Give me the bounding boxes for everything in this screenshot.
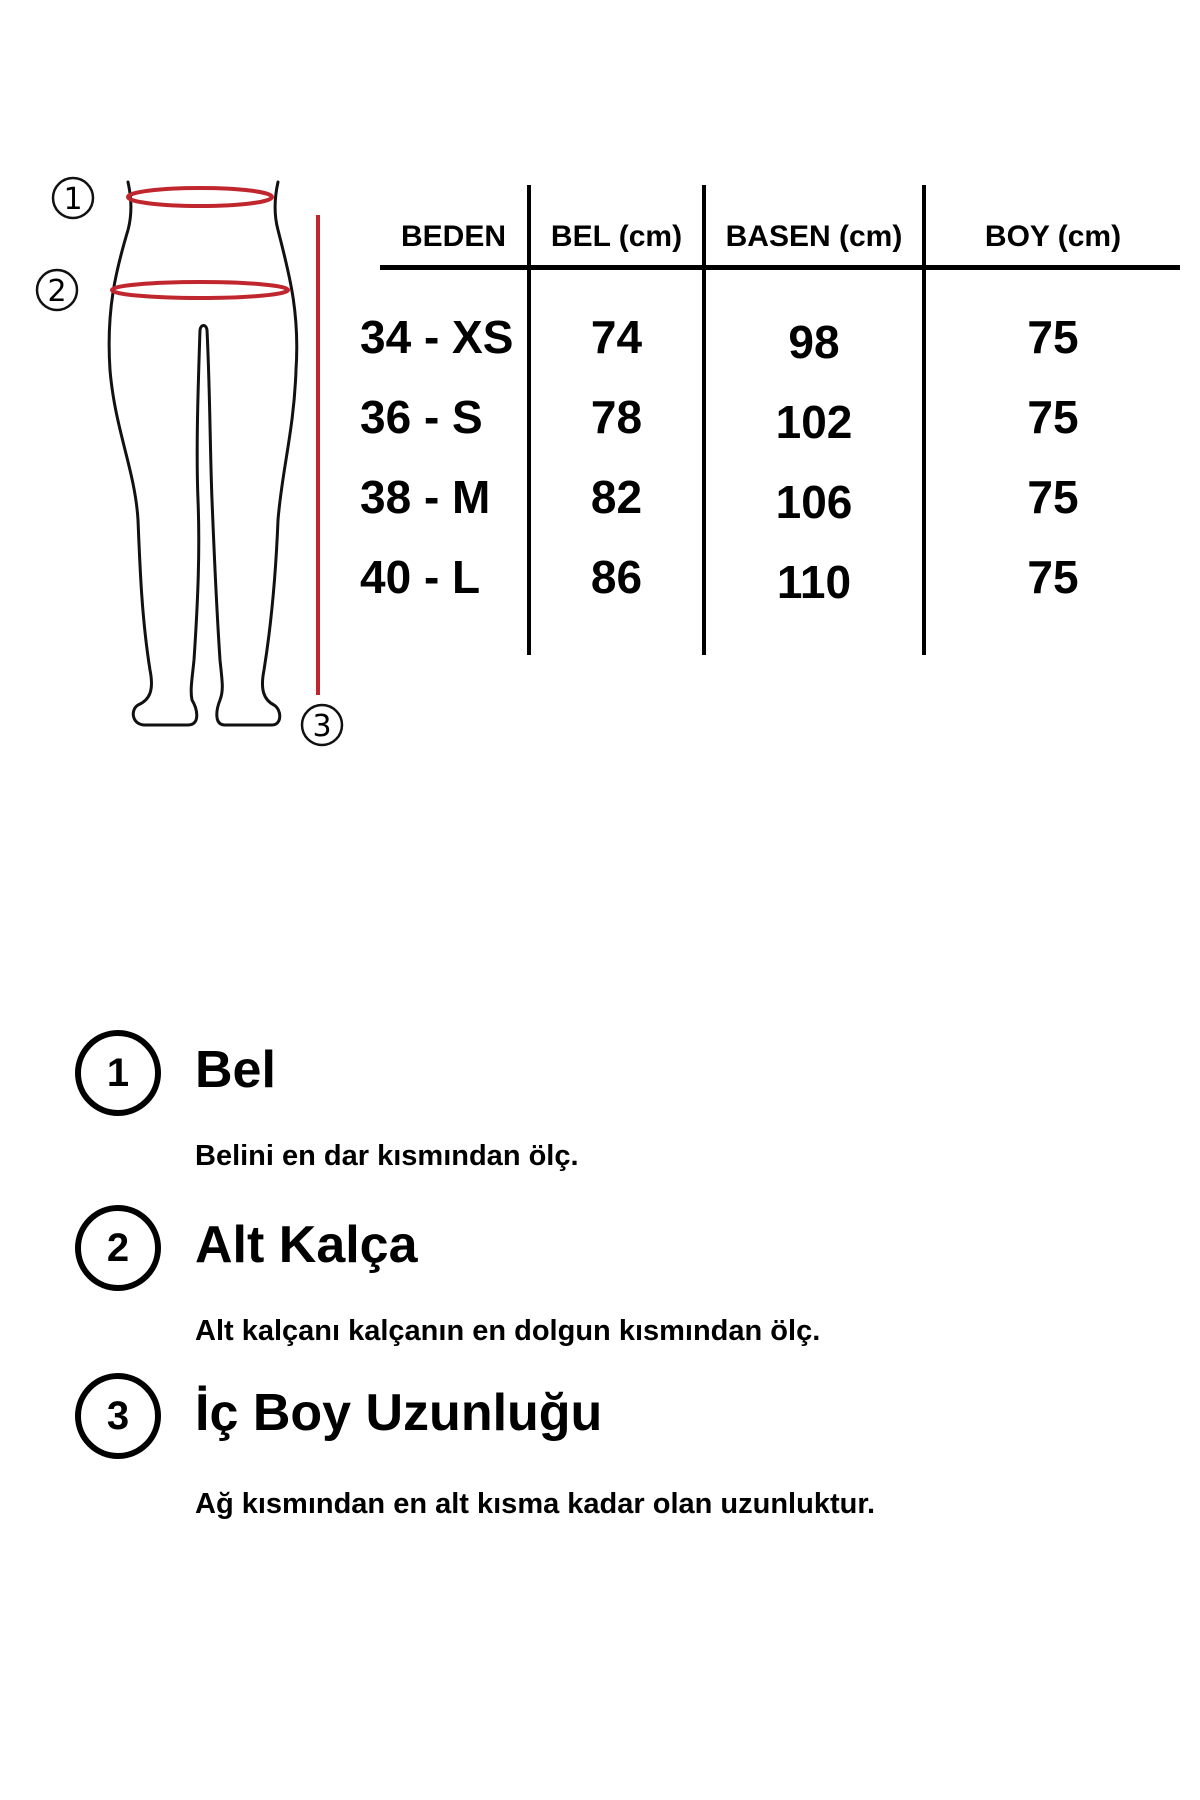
legend-item-bel (75, 1030, 1125, 1200)
legend-item-alt-kalca (75, 1205, 1125, 1375)
table-cell-basen: 98 (788, 316, 840, 368)
leggings-figure (20, 170, 360, 870)
table-cell-size: 40 - L (360, 551, 481, 603)
table-cell-boy: 75 (1027, 471, 1079, 523)
header-basen: BASEN (cm) (725, 220, 903, 253)
header-beden: BEDEN (400, 220, 506, 253)
legend-number-3: 3 (75, 1373, 161, 1459)
legend-number-2: 2 (75, 1205, 161, 1291)
table-cell-size: 34 - XS (360, 311, 514, 363)
legend-number-1: 1 (75, 1030, 161, 1116)
table-cell-boy: 75 (1027, 391, 1079, 443)
table-cell-bel: 74 (590, 311, 643, 363)
hip-measure-line (112, 282, 288, 298)
legend-description: Alt kalçanı kalçanın en dolgun kısmından ölç. (195, 1315, 821, 1347)
marker-label-2: 2 (47, 274, 67, 309)
table-cell-size: 36 - S (360, 391, 483, 443)
size-table (355, 185, 1180, 655)
marker-label-1: 1 (63, 182, 83, 217)
header-boy: BOY (cm) (984, 220, 1122, 253)
table-cell-size: 38 - M (360, 471, 491, 523)
legend-title: Alt Kalça (195, 1216, 418, 1274)
marker-label-3: 3 (312, 709, 332, 744)
table-cell-boy: 75 (1027, 311, 1079, 363)
table-cell-basen: 110 (776, 556, 852, 608)
table-cell-bel: 86 (590, 551, 643, 603)
legend-description: Belini en dar kısmından ölç. (195, 1140, 579, 1172)
table-cell-boy: 75 (1027, 551, 1079, 603)
legend-title: İç Boy Uzunluğu (195, 1384, 603, 1442)
header-underline (380, 265, 1180, 270)
legend-description: Ağ kısmından en alt kısma kadar olan uzunluktur. (195, 1488, 876, 1520)
leggings-measurement-icon (20, 170, 360, 870)
waist-measure-line (128, 188, 272, 206)
table-cell-basen: 106 (775, 476, 853, 528)
header-bel: BEL (cm) (550, 220, 683, 253)
table-cell-bel: 78 (590, 391, 643, 443)
legend-item-ic-boy (75, 1373, 1125, 1543)
table-cell-basen: 102 (775, 396, 853, 448)
table-cell-bel: 82 (590, 471, 643, 523)
legend-title: Bel (195, 1041, 276, 1099)
